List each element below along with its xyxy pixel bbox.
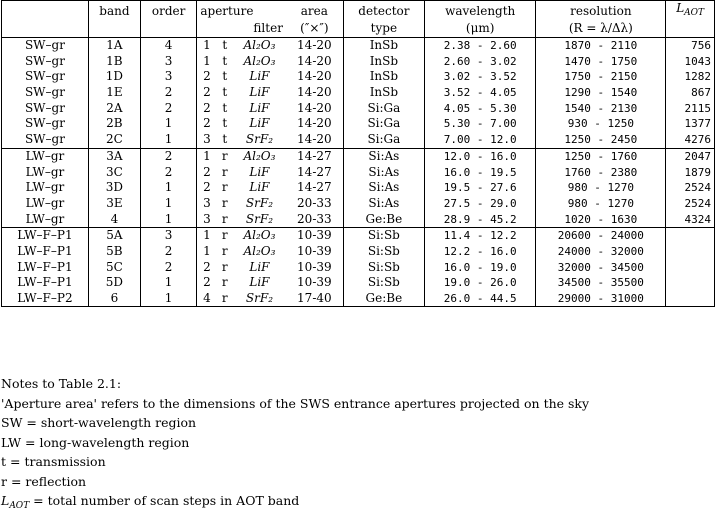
cell-area: 14-20 [286, 132, 343, 148]
cell-filter: Al₂O₃ [243, 38, 276, 53]
cell-aperture: 3 [203, 195, 211, 210]
cell-band: 3E [88, 196, 140, 212]
table-row [2, 37, 715, 53]
cell-filter: LiF [249, 85, 270, 100]
cell-band: 5B [88, 244, 140, 260]
header-band: band [88, 1, 140, 22]
cell-resolution: 1250 - 2450 [536, 132, 666, 148]
cell-filter: SrF₂ [245, 195, 273, 210]
cell-filter: LiF [249, 69, 270, 84]
header-row-1 [2, 1, 715, 22]
cell-laot: 1879 [666, 164, 715, 180]
cell-laot [666, 291, 715, 307]
cell-trans-refl: t [222, 53, 228, 68]
cell-band: 2B [88, 116, 140, 132]
cell-trans-refl: r [221, 164, 228, 179]
cell-region: LW–F–P1 [2, 227, 89, 243]
cell-region: LW–gr [2, 196, 89, 212]
cell-wavelength: 2.38 - 2.60 [424, 37, 535, 53]
cell-region: LW–F–P2 [2, 291, 89, 307]
cell-order: 4 [140, 37, 196, 53]
note-line: LW = long-wavelength region [1, 434, 190, 450]
cell-region: LW–gr [2, 211, 89, 227]
cell-resolution: 1750 - 2150 [536, 69, 666, 85]
cell-order: 3 [140, 53, 196, 69]
cell-detector: InSb [343, 69, 424, 85]
cell-wavelength: 16.0 - 19.5 [424, 164, 535, 180]
table-row [2, 244, 715, 260]
cell-detector: Si:Ga [343, 100, 424, 116]
cell-aperture: 2 [203, 259, 211, 274]
cell-region: SW–gr [2, 85, 89, 101]
cell-aperture: 2 [203, 85, 211, 100]
table-row [2, 148, 715, 164]
cell-filter: LiF [249, 180, 270, 195]
cell-region: SW–gr [2, 132, 89, 148]
cell-laot: 4324 [666, 211, 715, 227]
cell-trans-refl: r [221, 259, 228, 274]
cell-band: 1A [88, 37, 140, 53]
table-row [2, 259, 715, 275]
cell-region: LW–gr [2, 164, 89, 180]
note-laot-definition: = total number of scan steps in AOT band [29, 493, 300, 508]
note-laot-symbol: L [1, 493, 10, 508]
cell-trans-refl: t [222, 100, 228, 115]
cell-band: 1B [88, 53, 140, 69]
notes-heading: Notes to Table 2.1: [1, 376, 122, 391]
cell-area: 20-33 [286, 211, 343, 227]
note-laot-subscript: AOT [9, 501, 30, 511]
cell-filter: Al₂O₃ [243, 243, 276, 258]
cell-resolution: 1760 - 2380 [536, 164, 666, 180]
cell-area: 10-39 [286, 244, 343, 260]
cell-trans-refl: r [217, 291, 233, 307]
cell-region: SW–gr [2, 53, 89, 69]
cell-resolution: 1020 - 1630 [536, 211, 666, 227]
cell-trans-refl: t [222, 116, 228, 131]
cell-wavelength: 12.0 - 16.0 [424, 148, 535, 164]
table-row [2, 227, 715, 243]
cell-filter: Al₂O₃ [243, 148, 276, 163]
table-row [2, 85, 715, 101]
cell-resolution: 32000 - 34500 [536, 259, 666, 275]
cell-detector: Si:Sb [343, 259, 424, 275]
cell-resolution: 20600 - 24000 [536, 227, 666, 243]
cell-wavelength: 7.00 - 12.0 [424, 132, 535, 148]
cell-region: SW–gr [2, 100, 89, 116]
cell-band: 2C [88, 132, 140, 148]
cell-detector: Si:As [343, 164, 424, 180]
header-resolution: resolution [536, 1, 666, 22]
cell-order: 1 [140, 196, 196, 212]
cell-laot: 2524 [666, 180, 715, 196]
cell-laot: 2524 [666, 196, 715, 212]
table-row [2, 196, 715, 212]
cell-band: 3A [88, 148, 140, 164]
cell-resolution: 1470 - 1750 [536, 53, 666, 69]
cell-laot: 1282 [666, 69, 715, 85]
cell-area: 14-20 [286, 53, 343, 69]
cell-trans-refl: t [222, 85, 228, 100]
cell-detector: Si:Sb [343, 227, 424, 243]
cell-filter: LiF [249, 275, 270, 290]
cell-aperture: 3 [197, 132, 217, 148]
cell-laot: 756 [666, 37, 715, 53]
cell-area: 14-20 [286, 69, 343, 85]
cell-resolution: 1290 - 1540 [536, 85, 666, 101]
cell-resolution: 29000 - 31000 [536, 291, 666, 307]
cell-wavelength: 19.5 - 27.6 [424, 180, 535, 196]
cell-detector: Si:Sb [343, 244, 424, 260]
cell-filter: LiF [249, 116, 270, 131]
header-region [2, 1, 89, 22]
cell-filter: LiF [249, 259, 270, 274]
cell-detector: InSb [343, 53, 424, 69]
cell-region: SW–gr [2, 116, 89, 132]
cell-order: 1 [140, 211, 196, 227]
note-laot [1, 491, 715, 517]
cell-filter: Al₂O₃ [243, 228, 276, 243]
cell-trans-refl: r [221, 195, 228, 210]
cell-aperture: 2 [203, 180, 211, 195]
cell-filter: SrF₂ [233, 132, 286, 148]
cell-resolution: 1540 - 2130 [536, 100, 666, 116]
cell-detector: Ge:Be [343, 211, 424, 227]
cell-band: 3D [88, 180, 140, 196]
cell-aperture: 2 [203, 275, 211, 290]
cell-wavelength: 3.02 - 3.52 [424, 69, 535, 85]
cell-region: LW–gr [2, 180, 89, 196]
cell-detector: Si:As [343, 148, 424, 164]
cell-region: LW–F–P1 [2, 259, 89, 275]
table-notes [1, 374, 715, 517]
cell-band: 6 [88, 291, 140, 307]
table-row [2, 132, 715, 148]
cell-laot: 1043 [666, 53, 715, 69]
laot-subscript: AOT [684, 8, 705, 18]
cell-aperture: 1 [203, 38, 211, 53]
cell-order: 1 [140, 291, 196, 307]
header-row-2 [2, 21, 715, 37]
header-aperture: aperture [197, 1, 286, 22]
cell-aperture: 1 [203, 148, 211, 163]
cell-order: 1 [140, 132, 196, 148]
cell-trans-refl: t [217, 132, 233, 148]
header-area-units: (″×″) [286, 21, 343, 37]
header-detector-type: type [343, 21, 424, 37]
cell-filter: LiF [249, 164, 270, 179]
cell-area: 14-27 [286, 148, 343, 164]
cell-wavelength: 5.30 - 7.00 [424, 116, 535, 132]
header-laot [666, 1, 715, 22]
header-wavelength: wavelength [424, 1, 535, 22]
cell-detector: Si:Ga [343, 116, 424, 132]
cell-aperture: 1 [203, 53, 211, 68]
cell-order: 2 [140, 148, 196, 164]
cell-filter: Al₂O₃ [243, 53, 276, 68]
cell-trans-refl: r [221, 228, 228, 243]
cell-wavelength: 27.5 - 29.0 [424, 196, 535, 212]
cell-band: 5D [88, 275, 140, 291]
cell-area: 10-39 [286, 275, 343, 291]
cell-area: 17-40 [286, 291, 343, 307]
cell-region: LW–F–P1 [2, 244, 89, 260]
cell-region: LW–F–P1 [2, 275, 89, 291]
cell-laot: 2047 [666, 148, 715, 164]
cell-wavelength: 19.0 - 26.0 [424, 275, 535, 291]
cell-trans-refl: r [221, 148, 228, 163]
cell-area: 14-20 [286, 100, 343, 116]
cell-detector: InSb [343, 85, 424, 101]
cell-resolution: 930 - 1250 [536, 116, 666, 132]
cell-order: 2 [140, 244, 196, 260]
cell-laot: 867 [666, 85, 715, 101]
cell-trans-refl: r [221, 180, 228, 195]
table-body [2, 1, 715, 307]
cell-aperture: 2 [203, 164, 211, 179]
cell-trans-refl: t [222, 69, 228, 84]
cell-area: 14-20 [286, 85, 343, 101]
header-filter: filter [197, 21, 286, 37]
cell-band: 3C [88, 164, 140, 180]
cell-aperture: 1 [203, 243, 211, 258]
cell-filter: SrF₂ [233, 291, 286, 307]
cell-area: 14-20 [286, 37, 343, 53]
cell-order: 2 [140, 259, 196, 275]
cell-band: 1E [88, 85, 140, 101]
header-resolution-def: (R = λ/Δλ) [536, 21, 666, 37]
cell-band: 5A [88, 227, 140, 243]
header-region-2 [2, 21, 89, 37]
cell-order: 1 [140, 116, 196, 132]
cell-detector: Si:Sb [343, 275, 424, 291]
cell-wavelength: 11.4 - 12.2 [424, 227, 535, 243]
cell-wavelength: 28.9 - 45.2 [424, 211, 535, 227]
table-row [2, 275, 715, 291]
cell-resolution: 34500 - 35500 [536, 275, 666, 291]
cell-wavelength: 26.0 - 44.5 [424, 291, 535, 307]
header-band-2 [88, 21, 140, 37]
cell-aperture: 2 [203, 116, 211, 131]
cell-order: 3 [140, 227, 196, 243]
table-row [2, 291, 715, 307]
cell-band: 1D [88, 69, 140, 85]
cell-trans-refl: r [221, 243, 228, 258]
cell-order: 2 [140, 164, 196, 180]
cell-area: 20-33 [286, 196, 343, 212]
cell-area: 14-27 [286, 180, 343, 196]
cell-area: 14-27 [286, 164, 343, 180]
cell-order: 2 [140, 85, 196, 101]
table-row [2, 100, 715, 116]
cell-laot [666, 275, 715, 291]
header-laot-2 [666, 21, 715, 37]
laot-symbol: L [676, 1, 685, 15]
header-order-2 [140, 21, 196, 37]
cell-wavelength: 2.60 - 3.02 [424, 53, 535, 69]
cell-wavelength: 3.52 - 4.05 [424, 85, 535, 101]
cell-laot: 4276 [666, 132, 715, 148]
cell-aperture: 2 [203, 100, 211, 115]
cell-region: SW–gr [2, 69, 89, 85]
cell-laot [666, 227, 715, 243]
cell-order: 1 [140, 180, 196, 196]
note-line: r = reflection [1, 473, 87, 489]
cell-trans-refl: r [217, 211, 233, 227]
cell-band: 5C [88, 259, 140, 275]
cell-resolution: 1250 - 1760 [536, 148, 666, 164]
cell-wavelength: 16.0 - 19.0 [424, 259, 535, 275]
cell-order: 1 [140, 275, 196, 291]
cell-band: 4 [88, 211, 140, 227]
header-wavelength-units: (μm) [424, 21, 535, 37]
table-row [2, 69, 715, 85]
table-row [2, 164, 715, 180]
note-line: t = transmission [1, 454, 106, 469]
cell-area: 10-39 [286, 259, 343, 275]
cell-region: LW–gr [2, 148, 89, 164]
cell-detector: InSb [343, 37, 424, 53]
cell-region: SW–gr [2, 37, 89, 53]
cell-aperture: 1 [203, 228, 211, 243]
sws-band-table [1, 0, 715, 307]
cell-laot: 1377 [666, 116, 715, 132]
cell-trans-refl: r [221, 275, 228, 290]
cell-laot [666, 259, 715, 275]
cell-detector: Si:Ga [343, 132, 424, 148]
table-row [2, 53, 715, 69]
cell-resolution: 1870 - 2110 [536, 37, 666, 53]
cell-detector: Si:As [343, 180, 424, 196]
table-row [2, 180, 715, 196]
header-order: order [140, 1, 196, 22]
cell-laot [666, 244, 715, 260]
table-row [2, 116, 715, 132]
note-line: SW = short-wavelength region [1, 415, 197, 430]
cell-wavelength: 4.05 - 5.30 [424, 100, 535, 116]
header-detector: detector [343, 1, 424, 22]
cell-resolution: 980 - 1270 [536, 196, 666, 212]
cell-aperture: 4 [197, 291, 217, 307]
cell-order: 2 [140, 100, 196, 116]
note-line: 'Aperture area' refers to the dimensions of the SWS entrance apertures projected on the sky [1, 395, 590, 411]
cell-detector: Ge:Be [343, 291, 424, 307]
cell-aperture: 3 [197, 211, 217, 227]
cell-filter: LiF [249, 100, 270, 115]
cell-trans-refl: t [222, 38, 228, 53]
cell-aperture: 2 [203, 69, 211, 84]
cell-area: 14-20 [286, 116, 343, 132]
cell-laot: 2115 [666, 100, 715, 116]
table-row [2, 211, 715, 227]
cell-filter: SrF₂ [233, 211, 286, 227]
cell-detector: Si:As [343, 196, 424, 212]
cell-order: 3 [140, 69, 196, 85]
cell-area: 10-39 [286, 227, 343, 243]
cell-wavelength: 12.2 - 16.0 [424, 244, 535, 260]
cell-resolution: 980 - 1270 [536, 180, 666, 196]
cell-resolution: 24000 - 32000 [536, 244, 666, 260]
cell-band: 2A [88, 100, 140, 116]
header-area: area [286, 1, 343, 22]
